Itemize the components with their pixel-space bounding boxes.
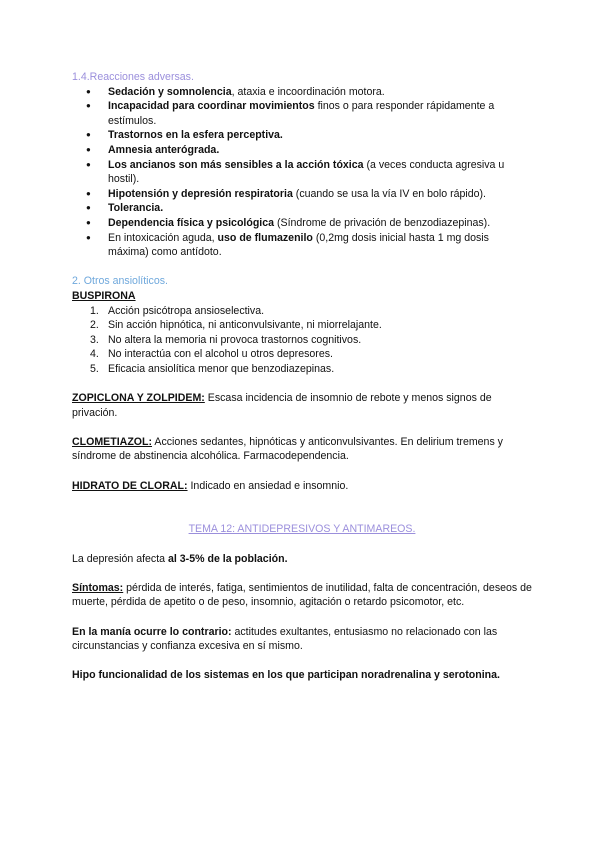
list-item: ● Hipotensión y depresión respiratoria (cuando se usa la vía IV en bolo rápido). [86,187,487,200]
mania-text: actitudes exultantes, entusiasmo no relacionado con las circunstancias y confianza excesiva en sí mismo. [72,625,498,653]
zopiclona-text: Escasa incidencia de insomnio de rebote y menos signos de privación. [72,392,492,419]
zopiclona-paragraph [72,391,532,420]
list-number: 4. [90,348,99,361]
bullet-icon: ● [86,101,91,111]
bullet-icon: ● [86,86,91,96]
clometiazol-text: Acciones sedantes, hipnóticas y anticonvulsivantes. En delirium tremens y síndrome de abstinencia alcohólica. Farmacodependencia. [72,435,503,463]
bullet-icon: ● [86,130,91,140]
hipofuncionalidad-paragraph: Hipo funcionalidad de los sistemas en los que participan noradrenalina y serotonina. [72,669,500,682]
sintomas-label: Síntomas: [72,581,124,594]
list-item: ● Incapacidad para coordinar movimientos finos o para responder rápidamente a estímulos. [86,100,495,127]
depresion-paragraph: La depresión afecta al 3-5% de la población. [72,552,288,565]
adverse-reactions-list [72,85,532,260]
bullet-icon: ● [86,203,91,213]
list-item: 5. Eficacia ansiolítica menor que benzodiazepinas. [90,362,335,375]
clometiazol-paragraph [72,435,532,464]
bullet-icon: ● [86,217,91,227]
tema-12-title: TEMA 12: ANTIDEPRESIVOS Y ANTIMAREOS. [188,523,416,536]
list-number: 1. [90,304,99,317]
list-number: 2. [90,319,99,332]
bullet-icon: ● [86,144,91,154]
cloral-text: Indicado en ansiedad e insomnio. [187,479,349,492]
cloral-label: HIDRATO DE CLORAL: [72,479,188,492]
list-item: 2. Sin acción hipnótica, ni anticonvulsivante, ni miorrelajante. [90,319,382,332]
sintomas-text: pérdida de interés, fatiga, sentimientos de inutilidad, falta de concentración, deseos de muerte, pérdida de apetito o de peso, insomnio, agitación o retardo psicomotor, etc. [72,581,532,609]
mania-label: En la manía ocurre lo contrario: [72,625,232,638]
list-item: 4. No interactúa con el alcohol u otros depresores. [90,348,333,361]
list-item: 3. No altera la memoria ni provoca trastornos cognitivos. [90,333,362,346]
cloral-paragraph [72,479,532,494]
buspirona-list [72,304,532,377]
section-heading-reacciones-adversas: 1.4.Reacciones adversas. [72,71,194,83]
list-item: ● Dependencia física y psicológica (Síndrome de privación de benzodiazepinas). [86,216,491,229]
bullet-icon: ● [86,188,91,198]
document-content [72,70,532,683]
list-item: ● Tolerancia. [86,202,164,215]
list-number: 5. [90,362,99,375]
bullet-icon: ● [86,159,91,169]
list-item: ● Trastornos en la esfera perceptiva. [86,129,283,142]
clometiazol-label: CLOMETIAZOL: [72,435,153,448]
bullet-icon: ● [86,232,91,242]
buspirona-heading: BUSPIRONA [72,289,136,302]
section-heading-otros-ansioliticos: 2. Otros ansiolíticos. [72,275,168,288]
list-item: ● Amnesia anterógrada. [86,143,220,156]
list-item: ● En intoxicación aguda, uso de flumazenilo (0,2mg dosis inicial hasta 1 mg dosis máxima) como antídoto. [86,231,489,259]
list-item: ● Los ancianos son más sensibles a la acción tóxica (a veces conducta agresiva u hostil). [86,158,505,186]
zopiclona-label: ZOPICLONA Y ZOLPIDEM: [72,392,205,405]
list-item: ● Sedación y somnolencia, ataxia e incoordinación motora. [86,85,385,98]
mania-paragraph [72,625,532,654]
list-item: 1. Acción psicótropa ansioselectiva. [90,304,265,317]
sintomas-paragraph [72,581,532,610]
list-number: 3. [90,333,99,346]
